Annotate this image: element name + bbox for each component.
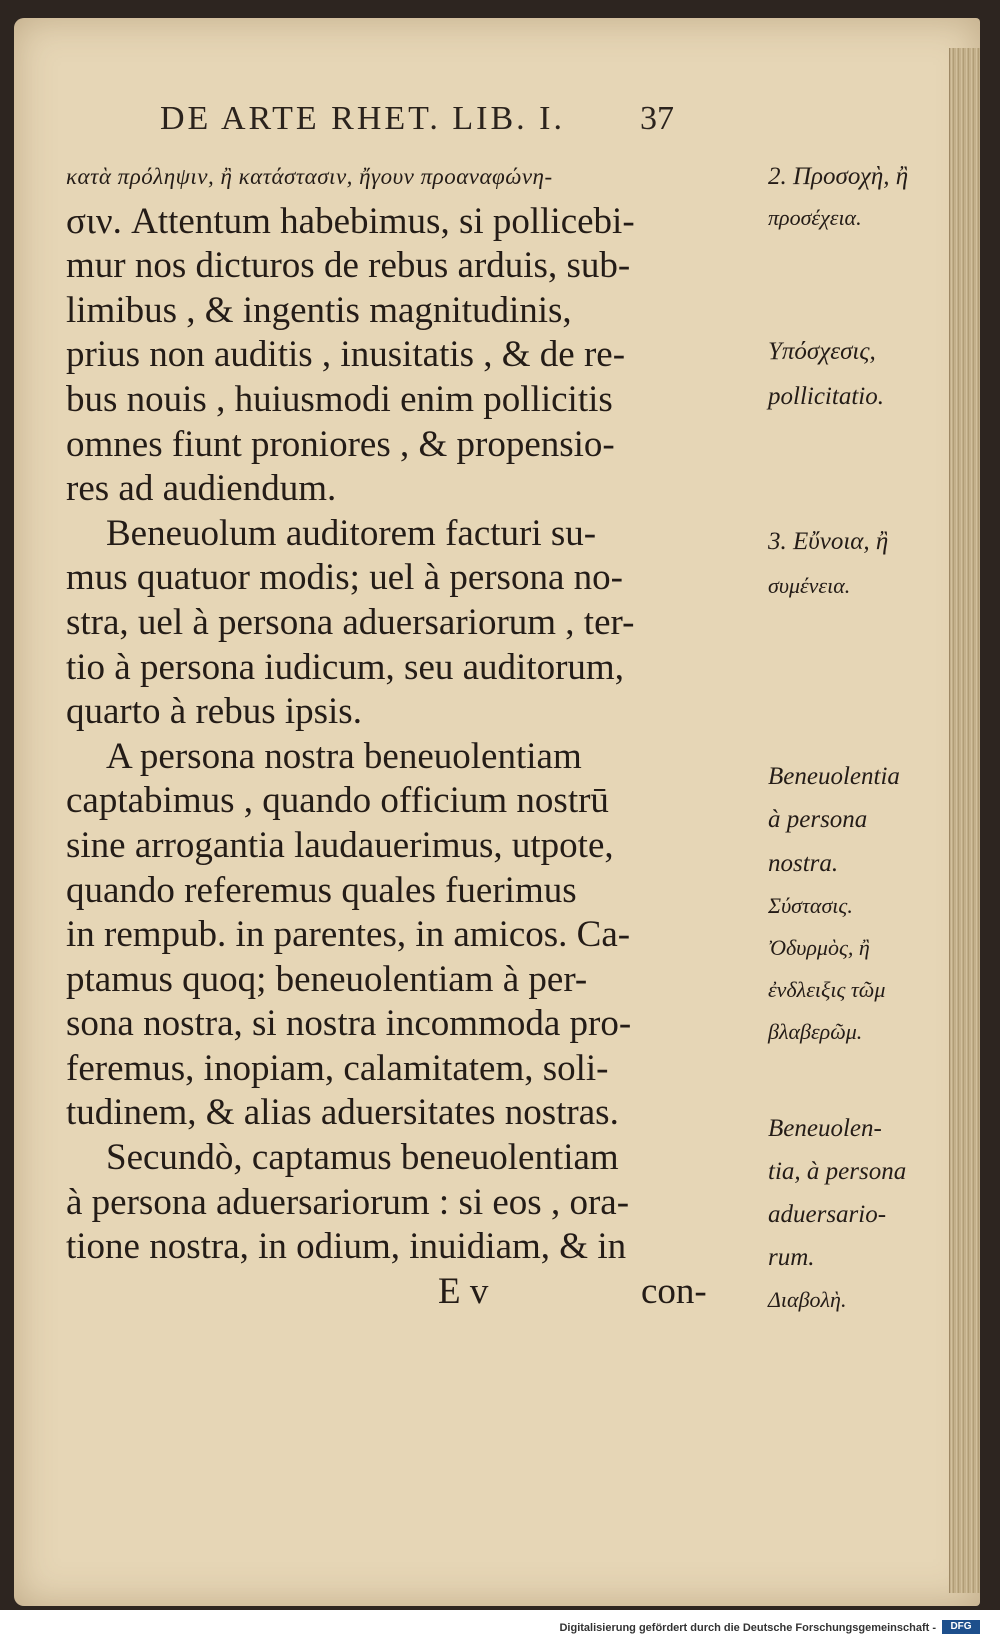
text-line: σιν. Attentum habebimus, si pollicebi- [66,200,635,242]
margin-note: βλαβερῶμ. [768,1019,863,1044]
margin-note: 3. Εὔνοια, ἢ [768,528,889,555]
margin-note: rum. [768,1244,815,1271]
margin-note: Beneuolentia [768,763,900,790]
text-line: quarto à rebus ipsis. [66,691,362,733]
footer-credit: Digitalisierung gefördert durch die Deutsche Forschungsgemeinschaft - [559,1622,936,1634]
margin-note: ἐνδλειξις τῶμ [768,977,886,1002]
margin-note: 2. Προσοχὴ, ἢ [768,163,909,190]
dfg-logo: DFG [942,1620,980,1634]
margin-note: Ὀδυρμὸς, ἢ [768,935,870,960]
text-line: limibus , & ingentis magnitudinis, [66,289,572,331]
margin-note: aduersario- [768,1201,887,1228]
text-line: Beneuolum auditorem facturi su- [106,512,597,554]
text-line: bus nouis , huiusmodi enim pollicitis [66,378,613,420]
text-line: tudinem, & alias aduersitates nostras. [66,1092,619,1134]
margin-note: à persona [768,806,868,833]
page-edge-stack [949,48,980,1593]
signature-mark: E v [438,1270,489,1312]
margin-note: Beneuolen- [768,1115,882,1142]
text-line: mus quatuor modis; uel à persona no- [66,557,623,599]
margin-note: nostra. [768,850,839,877]
text-line: stra, uel à persona aduersariorum , ter- [66,601,635,643]
page-number: 37 [640,100,674,137]
margin-note: pollicitatio. [768,383,884,410]
running-head: DE ARTE RHET. LIB. I. [160,100,566,137]
margin-note: Υπόσχεσις, [768,338,876,365]
text-line: res ad audiendum. [66,468,337,510]
main-text-block [66,155,756,1314]
text-line: Secundò, captamus beneuolentiam [106,1137,619,1179]
text-line: quando referemus quales fuerimus [66,869,577,911]
margin-note: Σύστασις. [768,893,853,918]
text-line: ptamus quoq; beneuolentiam à per- [66,958,588,1000]
text-line: omnes fiunt proniores , & propensio- [66,423,615,465]
margin-note: tia, à persona [768,1158,907,1185]
catchword: con- [641,1270,707,1312]
margin-note: Διαβολὴ. [768,1287,847,1312]
text-line: sine arrogantia laudauerimus, utpote, [66,824,614,866]
text-line: in rempub. in parentes, in amicos. Ca- [66,914,631,956]
text-line: mur nos dicturos de rebus arduis, sub- [66,245,631,287]
text-line: κατὰ πρόληψιν, ἢ κατάστασιν, ἤγουν προαναφώνη- [66,164,553,189]
text-line: sona nostra, si nostra incommoda pro- [66,1003,632,1045]
margin-note: προσέχεια. [768,205,862,230]
text-line: captabimus , quando officium nostrū [66,780,609,822]
text-line: feremus, inopiam, calamitatem, soli- [66,1047,609,1089]
text-line: à persona aduersariorum : si eos , ora- [66,1181,630,1223]
text-line: prius non auditis , inusitatis , & de re- [66,334,626,376]
text-line: tio à persona iudicum, seu auditorum, [66,646,624,688]
text-line: tione nostra, in odium, inuidiam, & in [66,1226,627,1268]
catchword-line [66,1270,756,1315]
text-line: A persona nostra beneuolentiam [106,735,582,777]
margin-note: συμένεια. [768,573,851,598]
